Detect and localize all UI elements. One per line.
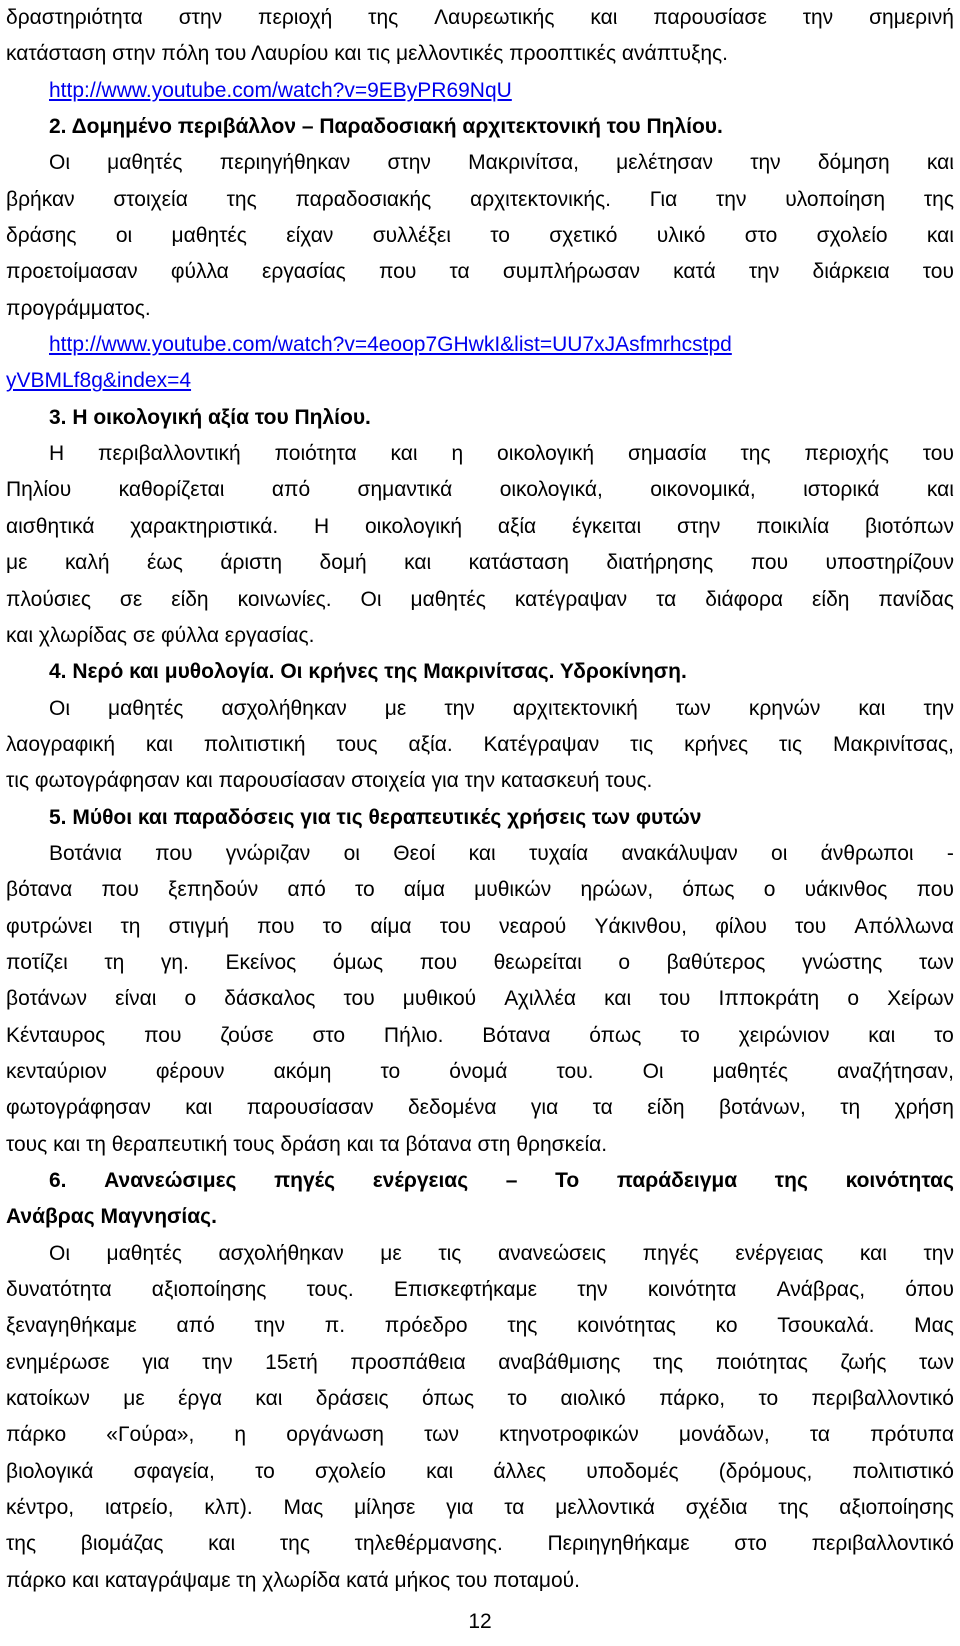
youtube-link-continued[interactable]: yVBMLf8g&index=4 [6,369,192,393]
paragraph-line: κατοίκων με έργα και δράσεις όπως το αιολικό πάρκο, το περιβαλλοντικό [6,1387,954,1411]
paragraph-line: τους και τη θεραπευτική τους δράση και τα βότανα στη θρησκεία. [6,1132,608,1156]
paragraph-line: Οι μαθητές ασχολήθηκαν με τις ανανεώσεις πηγές ενέργειας και την [49,1241,954,1265]
paragraph-line: πλούσιες σε είδη κοινωνίες. Οι μαθητές κατέγραψαν τα διάφορα είδη πανίδας [6,587,954,611]
paragraph-line: Βοτάνια που γνώριζαν οι Θεοί και τυχαία ανακάλυψαν οι άνθρωποι - [49,841,954,865]
paragraph-line: δυνατότητα αξιοποίησης τους. Επισκεφτήκαμε την κοινότητα Ανάβρας, όπου [6,1278,954,1302]
paragraph-line: πάρκο και καταγράψαμε τη χλωρίδα κατά μήκος του ποταμού. [6,1568,580,1592]
section-heading: 3. Η οικολογική αξία του Πηλίου. [49,405,371,429]
section-heading: 5. Μύθοι και παραδόσεις για τις θεραπευτικές χρήσεις των φυτών [49,805,702,829]
paragraph-line: κατάσταση στην πόλη του Λαυρίου και τις μελλοντικές προοπτικές ανάπτυξης. [6,42,728,66]
section-heading: 2. Δομημένο περιβάλλον – Παραδοσιακή αρχιτεκτονική του Πηλίου. [49,115,723,139]
paragraph-line: βότανα που ξεπηδούν από το αίμα μυθικών ηρώων, όπως ο υάκινθος που [6,878,954,902]
paragraph-line: Οι μαθητές ασχολήθηκαν με την αρχιτεκτονική των κρηνών και την [49,696,954,720]
document-page [6,0,954,1599]
paragraph-line: προετοίμασαν φύλλα εργασίας που τα συμπλήρωσαν κατά την διάρκεια του [6,260,954,284]
paragraph-line: κενταύριον φέρουν ακόμη το όνομά του. Οι μαθητές αναζήτησαν, [6,1059,954,1083]
paragraph-line: Πηλίου καθορίζεται από σημαντικά οικολογικά, οικονομικά, ιστορικά και [6,478,954,502]
paragraph-line: βοτάνων είναι ο δάσκαλος του μυθικού Αχιλλέα και του Ιπποκράτη ο Χείρων [6,987,954,1011]
paragraph-line: προγράμματος. [6,296,151,320]
paragraph-line: λαογραφική και πολιτιστική τους αξία. Κατέγραψαν τις κρήνες τις Μακρινίτσας, [6,732,954,756]
youtube-link[interactable]: http://www.youtube.com/watch?v=9EByPR69NqU [49,78,512,102]
paragraph-line: πάρκο «Γούρα», η οργάνωση των κτηνοτροφικών μονάδων, τα πρότυπα [6,1423,954,1447]
paragraph-line: Οι μαθητές περιηγήθηκαν στην Μακρινίτσα, μελέτησαν την δόμηση και [49,151,954,175]
paragraph-line: κέντρο, ιατρείο, κλπ). Μας μίλησε για τα μελλοντικά σχέδια της αξιοποίησης [6,1496,954,1520]
section-heading-continued: Ανάβρας Μαγνησίας. [6,1205,217,1229]
paragraph-line: βιολογικά σφαγεία, το σχολείο και άλλες υποδομές (δρόμους, πολιτιστικό [6,1459,954,1483]
paragraph-line: φυτρώνει τη στιγμή που το αίμα του νεαρού Υάκινθου, φίλου του Απόλλωνα [6,914,954,938]
paragraph-line: και χλωρίδας σε φύλλα εργασίας. [6,623,315,647]
paragraph-line: Η περιβαλλοντική ποιότητα και η οικολογική σημασία της περιοχής του [49,442,954,466]
paragraph-line: δράσης οι μαθητές είχαν συλλέξει το σχετικό υλικό στο σχολείο και [6,224,954,248]
paragraph-line: τις φωτογράφησαν και παρουσίασαν στοιχεία για την κατασκευή τους. [6,769,653,793]
paragraph-line: με καλή έως άριστη δομή και κατάσταση διατήρησης που υποστηρίζουν [6,551,954,575]
section-heading: 6. Ανανεώσιμες πηγές ενέργειας – Το παράδειγμα της κοινότητας [49,1169,954,1192]
section-heading: 4. Νερό και μυθολογία. Οι κρήνες της Μακρινίτσας. Υδροκίνηση. [49,660,687,684]
paragraph-line: αισθητικά χαρακτηριστικά. Η οικολογική αξία έγκειται στην ποικιλία βιοτόπων [6,514,954,538]
paragraph-line: ποτίζει τη γη. Εκείνος όμως που θεωρείται ο βαθύτερος γνώστης των [6,950,954,974]
page-number: 12 [468,1610,492,1633]
paragraph-line: της βιομάζας και της τηλεθέρμανσης. Περιηγηθήκαμε στο περιβαλλοντικό [6,1532,954,1556]
paragraph-line: Κένταυρος που ζούσε στο Πήλιο. Βότανα όπως το χειρώνιον και το [6,1023,954,1047]
paragraph-line: ξεναγηθήκαμε από την π. πρόεδρο της κοινότητας κο Τσουκαλά. Μας [6,1314,954,1338]
paragraph-line: βρήκαν στοιχεία της παραδοσιακής αρχιτεκτονικής. Για την υλοποίηση της [6,187,954,211]
paragraph-line: ενημέρωσε για την 15ετή προσπάθεια αναβάθμισης της ποιότητας ζωής των [6,1350,954,1374]
paragraph-line: φωτογράφησαν και παρουσίασαν δεδομένα για τα είδη βοτάνων, τη χρήση [6,1096,954,1120]
paragraph-line: δραστηριότητα στην περιοχή της Λαυρεωτικής και παρουσίασε την σημερινή [6,6,954,29]
youtube-link[interactable]: http://www.youtube.com/watch?v=4eoop7GHwkI&list=UU7xJAsfmrhcstpd [49,333,732,357]
